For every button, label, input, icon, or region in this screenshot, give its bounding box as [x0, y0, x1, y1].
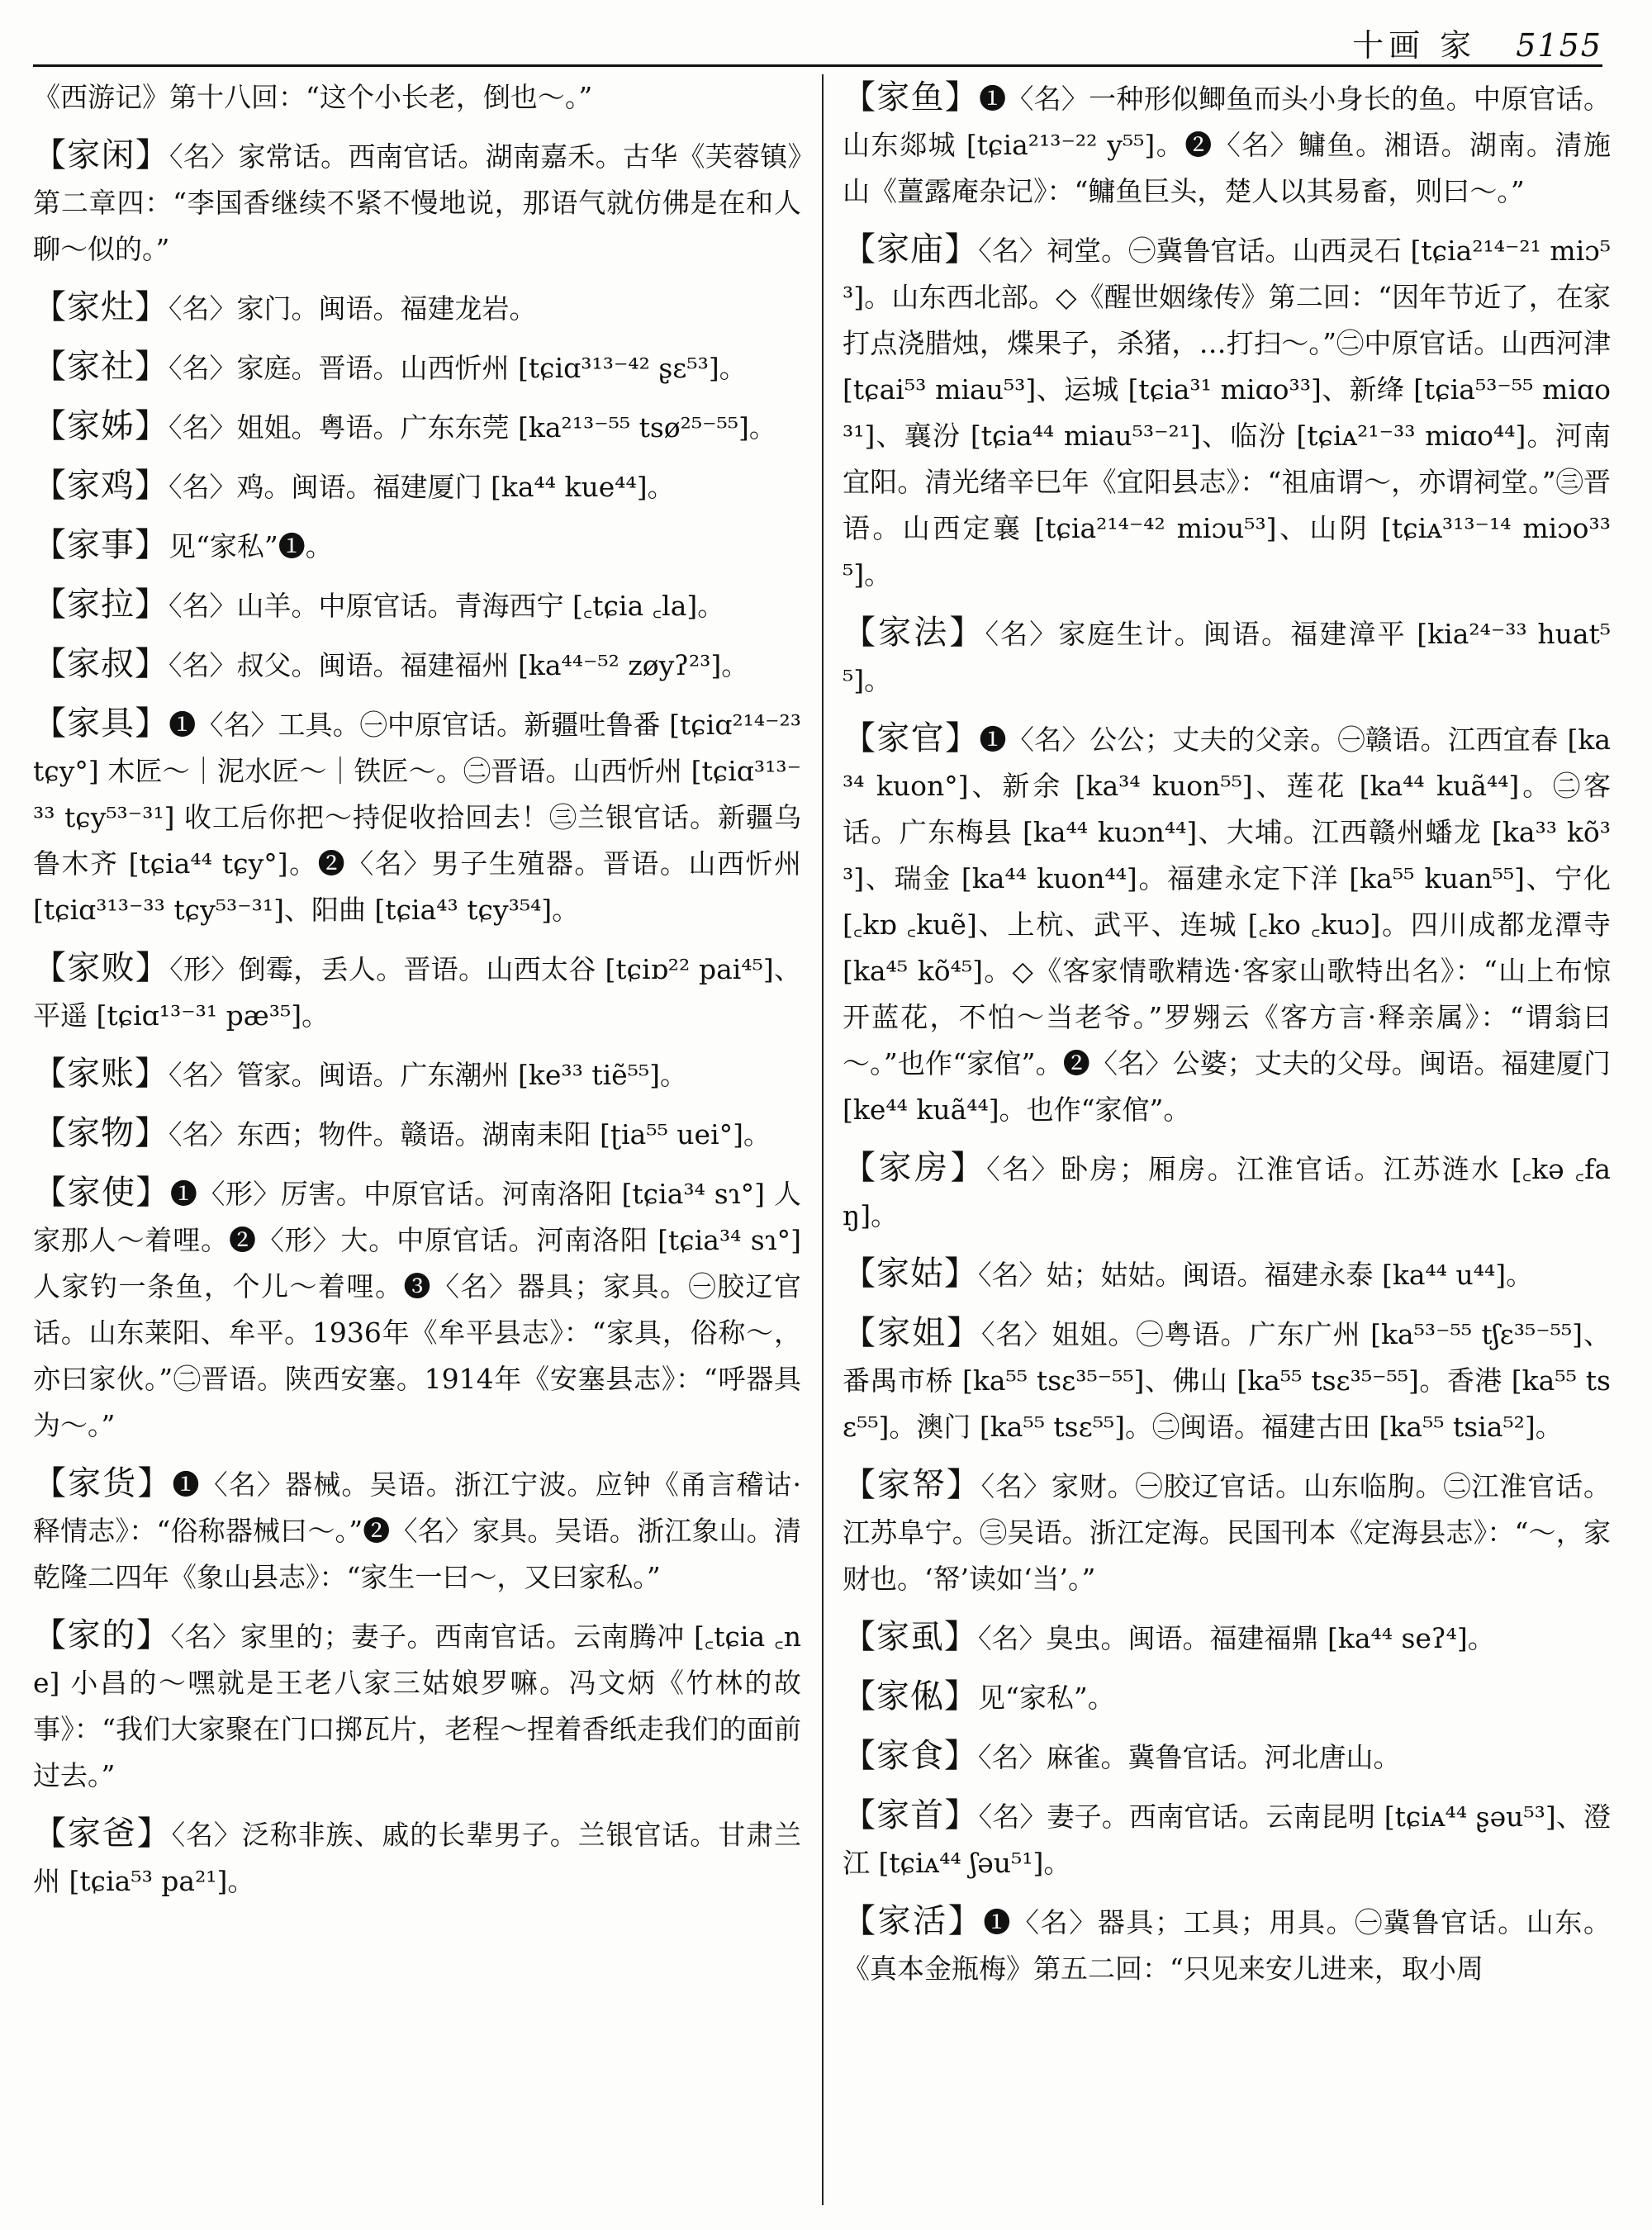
- entry-headword: 【家虱】: [843, 1618, 978, 1656]
- entry-definition: 〈形〉倒霉，丢人。晋语。山西太谷 [tɕiɒ²² pai⁴⁵]、平遥 [tɕiɑ¹³⁻³¹ pæ³⁵]。: [33, 953, 801, 1032]
- dictionary-entry: [843, 715, 1611, 1133]
- entry-definition: 〈名〉妻子。西南官话。云南昆明 [tɕiᴀ⁴⁴ ʂəu⁵³]、澄江 [tɕiᴀ⁴⁴ ʃəu⁵¹]。: [843, 1801, 1611, 1879]
- right-entry-list: [843, 74, 1611, 1992]
- entry-definition: 〈名〉山羊。中原官话。青海西宁 [꜀tɕia ꜀la]。: [169, 590, 725, 622]
- entry-headword: 【家爸】: [33, 1815, 172, 1853]
- column-divider: [822, 74, 824, 2205]
- entry-headword: 【家使】: [33, 1174, 170, 1212]
- entry-definition: 〈名〉叔父。闽语。福建福州 [ka⁴⁴⁻⁵² zøyʔ²³]。: [169, 649, 749, 681]
- dictionary-entry: [33, 641, 801, 689]
- entry-definition: 〈名〉姑；姑姑。闽语。福建永泰 [ka⁴⁴ u⁴⁴]。: [978, 1259, 1534, 1291]
- entry-headword: 【家账】: [33, 1055, 169, 1093]
- dictionary-entry: [33, 1460, 801, 1601]
- entry-headword: 【家货】: [33, 1464, 173, 1502]
- entry-headword: 【家法】: [843, 614, 985, 652]
- entry-headword: 【家鸡】: [33, 467, 169, 505]
- entry-definition: ❶〈名〉一种形似鲫鱼而头小身长的鱼。中原官话。山东郯城 [tɕia²¹³⁻²² y⁵⁵]。❷〈名〉鳙鱼。湘语。湖南。清施山《薑露庵杂记》：“鳙鱼巨头，楚人以其易畜，则曰～。”: [843, 83, 1611, 207]
- entry-headword: 【家食】: [843, 1737, 978, 1775]
- entry-definition: 〈名〉家里的；妻子。西南官话。云南腾冲 [꜀tɕia ꜀ne] 小昌的～嘿就是王老八家三姑娘罗嘛。冯文炳《竹林的故事》：“我们大家聚在门口掷瓦片，老程～捏着香纸走我们的面前过去。”: [33, 1620, 801, 1791]
- entry-headword: 【家社】: [33, 348, 169, 386]
- entry-definition: 〈名〉管家。闽语。广东潮州 [ke³³ tiẽ⁵⁵]。: [169, 1059, 688, 1091]
- entry-headword: 【家灶】: [33, 288, 169, 326]
- dictionary-entry: [843, 1898, 1611, 1992]
- entry-headword: 【家庙】: [843, 230, 979, 268]
- entry-definition: 〈名〉家门。闽语。福建龙岩。: [169, 292, 537, 325]
- entry-definition: 〈名〉泛称非族、戚的长辈男子。兰银官话。甘肃兰州 [tɕia⁵³ pa²¹]。: [33, 1819, 801, 1897]
- running-head: [1352, 20, 1602, 65]
- entry-definition: 〈名〉东西；物件。赣语。湖南耒阳 [ʈia⁵⁵ uei°]。: [169, 1118, 771, 1151]
- entry-definition: ❶〈名〉器械。吴语。浙江宁波。应钟《甬言稽诂·释情志》：“俗称器械曰～。”❷〈名〉家具。吴语。浙江象山。清乾隆二四年《象山县志》：“家生一曰～，又曰家私。”: [33, 1468, 801, 1593]
- dictionary-entry: [33, 132, 801, 273]
- dictionary-entry: [33, 1110, 801, 1158]
- dictionary-entry: [843, 1145, 1611, 1239]
- dictionary-entry: [843, 1673, 1611, 1721]
- entry-definition: 〈名〉麻雀。冀鲁官话。河北唐山。: [978, 1741, 1401, 1773]
- dictionary-entry: [33, 463, 801, 510]
- entry-headword: 【家的】: [33, 1616, 171, 1654]
- dictionary-entry: [33, 284, 801, 332]
- entry-definition: 〈名〉姐姐。粤语。广东东莞 [ka²¹³⁻⁵⁵ tsø²⁵⁻⁵⁵]。: [169, 411, 776, 444]
- dictionary-entry: [843, 1733, 1611, 1781]
- dictionary-entry: [843, 226, 1611, 598]
- entry-definition: ❶〈名〉公公；丈夫的父亲。㊀赣语。江西宜春 [ka³⁴ kuon°]、新余 [ka³⁴ kuon⁵⁵]、莲花 [ka⁴⁴ kuã⁴⁴]。㊁客话。广东梅县 [ka⁴⁴ kuɔn⁴⁴]、大埔。江西赣州蟠龙 [ka³³ kõ³³]、瑞金 [ka⁴⁴ kuon⁴⁴]。福建永定下洋 [ka⁵⁵ kuan⁵⁵]、宁化 [꜀kɒ ꜀kuẽ]、上杭、武平、连城 [꜀ko ꜀kuɔ]。四川成都龙潭寺 [ka⁴⁵ kõ⁴⁵]。◇《客家情歌精选·客家山歌特出名》：“山上布惊开蓝花，不怕～当老爷。”罗翙云《客方言·释亲属》：“谓翁曰～。”也作“家倌”。❷〈名〉公婆；丈夫的父母。闽语。福建厦门 [ke⁴⁴ kuã⁴⁴]。也作“家倌”。: [843, 724, 1611, 1126]
- dictionary-entry: [843, 1792, 1611, 1886]
- entry-definition: 〈名〉卧房；厢房。江淮官话。江苏涟水 [꜀kə ꜀faŋ]。: [843, 1153, 1611, 1231]
- entry-definition: 〈名〉家常话。西南官话。湖南嘉禾。古华《芙蓉镇》第二章四：“李国香继续不紧不慢地说，那语气就仿佛是在和人聊～似的。”: [33, 140, 801, 265]
- dictionary-entry: [33, 581, 801, 629]
- dictionary-entry: [33, 1170, 801, 1449]
- dictionary-entry: [843, 1250, 1611, 1298]
- entry-headword: 【家鱼】: [843, 78, 980, 116]
- entry-headword: 【家拉】: [33, 586, 169, 624]
- entry-definition: ❶〈名〉工具。㊀中原官话。新疆吐鲁番 [tɕiɑ²¹⁴⁻²³ tɕy°] 木匠～｜泥水匠～｜铁匠～。㊁晋语。山西忻州 [tɕiɑ³¹³⁻³³ tɕy⁵³⁻³¹] 收工后你把～持促收拾回去！㊂兰银官话。新疆乌鲁木齐 [tɕia⁴⁴ tɕy°]。❷〈名〉男子生殖器。晋语。山西忻州 [tɕiɑ³¹³⁻³³ tɕy⁵³⁻³¹]、阳曲 [tɕia⁴³ tɕy³⁵⁴]。: [33, 709, 801, 926]
- dictionary-entry: [843, 1310, 1611, 1450]
- dictionary-entry: [843, 1614, 1611, 1662]
- entry-headword: 【家官】: [843, 719, 980, 757]
- entry-headword: 【家姊】: [33, 407, 169, 445]
- dictionary-entry: [843, 74, 1611, 215]
- entry-definition: 〈名〉鸡。闽语。福建厦门 [ka⁴⁴ kue⁴⁴]。: [169, 471, 675, 503]
- dictionary-entry: [33, 522, 801, 570]
- entry-definition: 〈名〉姐姐。㊀粤语。广东广州 [ka⁵³⁻⁵⁵ tʃɛ³⁵⁻⁵⁵]、番禺市桥 [ka⁵⁵ tsɛ³⁵⁻⁵⁵]、佛山 [ka⁵⁵ tsɛ³⁵⁻⁵⁵]。香港 [ka⁵⁵ tsɛ⁵⁵]。澳门 [ka⁵⁵ tsɛ⁵⁵]。㊁闽语。福建古田 [ka⁵⁵ tsia⁵²]。: [843, 1318, 1611, 1443]
- entry-definition: ❶〈名〉器具；工具；用具。㊀冀鲁官话。山东。《真本金瓶梅》第五二回：“只见来安儿进来，取小周: [843, 1906, 1611, 1985]
- entry-headword: 【家俬】: [843, 1677, 978, 1715]
- entry-headword: 【家活】: [843, 1902, 984, 1940]
- dictionary-entry: [33, 945, 801, 1039]
- entry-definition: 见“家私”❶。: [169, 530, 333, 562]
- entry-headword: 【家首】: [843, 1796, 979, 1834]
- entry-headword: 【家事】: [33, 526, 169, 564]
- page-number: 5155: [1516, 27, 1602, 64]
- left-column: [33, 74, 801, 2205]
- entry-headword: 【家败】: [33, 949, 170, 987]
- continuation-text: 《西游记》第十八回：“这个小长老，倒也～。”: [33, 81, 593, 113]
- entry-headword: 【家具】: [33, 705, 169, 743]
- entry-definition: 〈名〉家庭生计。闽语。福建漳平 [kia²⁴⁻³³ huat⁵⁵]。: [843, 618, 1611, 696]
- dictionary-entry: [33, 700, 801, 933]
- entry-definition: 〈名〉家庭。晋语。山西忻州 [tɕiɑ³¹³⁻⁴² ʂɛ⁵³]。: [169, 352, 747, 384]
- dictionary-entry: [33, 403, 801, 451]
- dictionary-entry: [33, 1612, 801, 1799]
- entry-headword: 【家叔】: [33, 645, 169, 683]
- entry-definition: ❶〈形〉厉害。中原官话。河南洛阳 [tɕia³⁴ sɿ°] 人家那人～着哩。❷〈形〉大。中原官话。河南洛阳 [tɕia³⁴ sɿ°] 人家钓一条鱼，个儿～着哩。❸〈名〉器具；家具。㊀胶辽官话。山东莱阳、牟平。1936年《牟平县志》：“家具，俗称～，亦曰家伙。”㊁晋语。陕西安塞。1914年《安塞县志》：“呼器具为～。”: [33, 1178, 801, 1441]
- entry-definition: 〈名〉臭虫。闽语。福建福鼎 [ka⁴⁴ seʔ⁴]。: [978, 1622, 1495, 1654]
- entry-headword: 【家闲】: [33, 136, 170, 174]
- left-entry-list: [33, 132, 801, 1905]
- section-title: 十画 家: [1352, 27, 1477, 64]
- dictionary-entry: [843, 610, 1611, 704]
- dictionary-entry: [33, 1051, 801, 1098]
- right-column: [843, 74, 1611, 2205]
- entry-headword: 【家姐】: [843, 1314, 982, 1352]
- entry-headword: 【家房】: [843, 1149, 987, 1187]
- entry-headword: 【家帑】: [843, 1466, 981, 1504]
- entry-definition: 〈名〉家财。㊀胶辽官话。山东临朐。㊁江淮官话。江苏阜宁。㊂吴语。浙江定海。民国刊本《定海县志》：“～，家财也。‘帑’读如‘当’。”: [843, 1470, 1611, 1595]
- entry-definition: 〈名〉祠堂。㊀冀鲁官话。山西灵石 [tɕia²¹⁴⁻²¹ miɔ⁵³]。山东西北部。◇《醒世姻缘传》第二回：“因年节近了，在家打点浇腊烛，煠果子，杀猪，…打扫～。”㊁中原官话。山西河津 [tɕai⁵³ miau⁵³]、运城 [tɕia³¹ miɑo³³]、新绛 [tɕia⁵³⁻⁵⁵ miɑo³¹]、襄汾 [tɕia⁴⁴ miau⁵³⁻²¹]、临汾 [tɕiᴀ²¹⁻³³ miɑo⁴⁴]。河南宜阳。清光绪辛巳年《宜阳县志》：“祖庙谓～，亦谓祠堂。”㊂晋语。山西定襄 [tɕia²¹⁴⁻⁴² miɔu⁵³]、山阴 [tɕiᴀ³¹³⁻¹⁴ miɔo³³⁵]。: [843, 235, 1611, 591]
- entry-headword: 【家姑】: [843, 1255, 978, 1293]
- dictionary-entry: [843, 1462, 1611, 1602]
- entry-headword: 【家物】: [33, 1114, 169, 1152]
- dictionary-entry: [33, 1810, 801, 1905]
- dictionary-entry: [33, 344, 801, 391]
- page-header: [33, 15, 1602, 67]
- entry-definition: 见“家私”。: [978, 1682, 1115, 1714]
